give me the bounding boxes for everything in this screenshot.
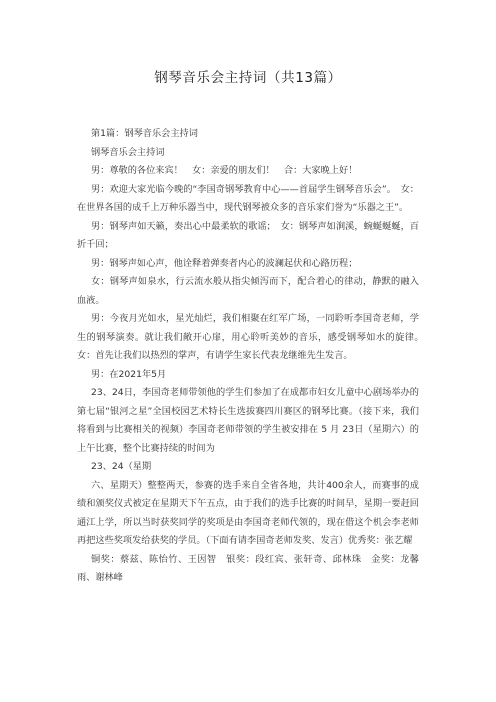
section-heading: 第1篇：钢琴音乐会主持词 xyxy=(91,128,198,139)
paragraph: 男：欢迎大家光临今晚的“李国奇钢琴教育中心——首届学生钢琴音乐会”。 女：在世界各国的成千上万种乐器当中，现代钢琴被众多的音乐家们誉为“乐器之王”。 xyxy=(77,183,419,213)
paragraph: 男：在2021年5月 xyxy=(91,368,167,380)
document-body xyxy=(77,125,429,588)
paragraph: 男：钢琴声如天籁，奏出心中最柔软的歌谣； 女：钢琴声如涧溪，蜿蜒蜒蜒，百折千回； xyxy=(77,220,419,250)
paragraph: 铜奖：蔡兹、陈怡竹、王因智 银奖：段红宾、张轩奇、邱林珠 金奖：龙馨雨、谢林峰 xyxy=(77,553,419,583)
paragraph: 男：尊敬的各位来宾！ 女：亲爱的朋友们！ 合：大家晚上好！ xyxy=(91,165,358,176)
document-title: 钢琴音乐会主持词（共13篇） xyxy=(154,70,342,86)
paragraph: 23、24（星期 xyxy=(91,461,152,472)
paragraph: 23、24日，李国奇老师带领他的学生们参加了在成都市妇女儿童中心剧场举办的第七届“银河之星”全国校园艺术特长生选拔赛四川赛区的钢琴比赛。（接下来，我们将看到与比赛相关的视频）李国奇老师带领的学生被安排在 5 月 23日（星期六）的上午比赛，整个比赛持续的时间为 xyxy=(77,387,419,454)
paragraph: 六、星期天）整整两天，参赛的选手来自全省各地，共计400余人，而赛事的成绩和颁奖仪式被定在星期天下午五点，由于我们的选手比赛的时间早，星期一要赶回通江上学，所以当时获奖同学的奖项是由李国奇老师代领的，现在借这个机会李老师再把这些奖项发给获奖的学员。（下面有请李国奇老师发奖、发言）优秀奖：张艺耀 xyxy=(77,479,419,546)
paragraph: 男：钢琴声如心声，他诠释着弹奏者内心的波澜起伏和心路历程； xyxy=(91,257,358,269)
paragraph: 女：钢琴声如泉水，行云流水般从指尖倾泻而下，配合着心的律动，静默的融入血液。 xyxy=(77,276,419,306)
paragraph: 男：今夜月光如水，星光灿烂，我们相聚在红军广场，一同聆听李国奇老师，学生的钢琴演奏。就让我们敞开心扉，用心聆听美妙的音乐，感受钢琴如水的旋律。 女：首先让我们以热烈的掌声，有请学生家长代表龙继维先生发言。 xyxy=(77,313,429,361)
subheading: 钢琴音乐会主持词 xyxy=(91,146,165,158)
